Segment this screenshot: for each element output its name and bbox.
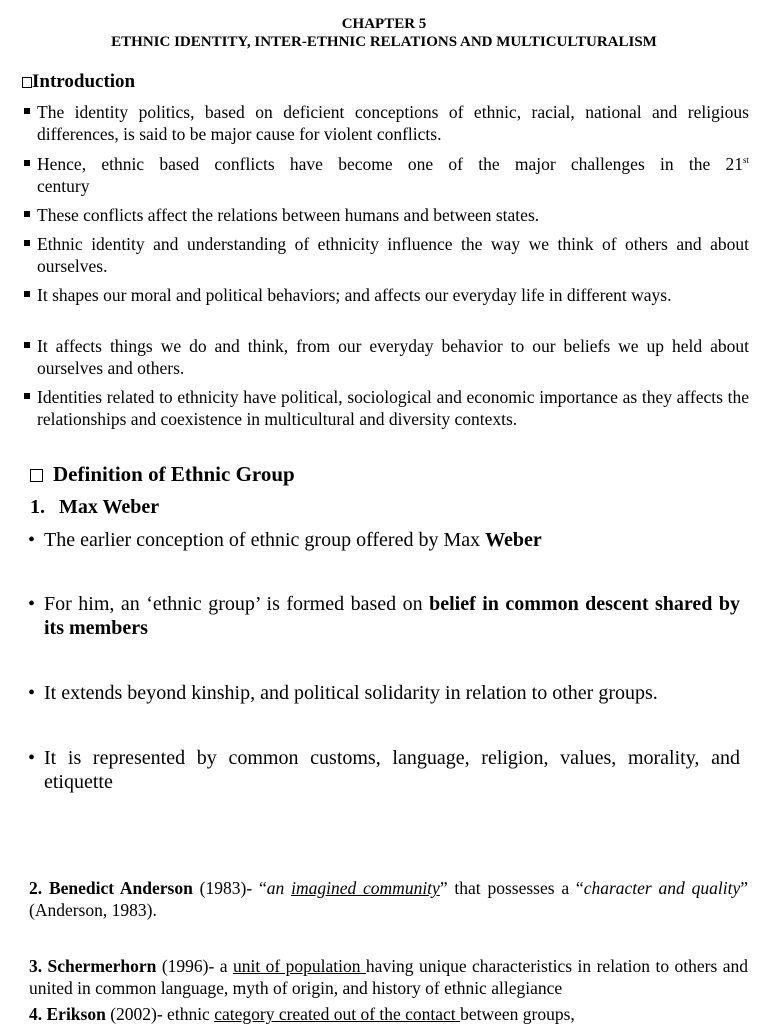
introduction-heading: Introduction [22,71,135,93]
max-weber-heading: 1. Max Weber [30,496,160,518]
square-outline-icon [22,77,32,88]
intro-bullet-6: It affects things we do and think, from our everyday behavior to our beliefs we up held about ourselves and others. [22,335,749,379]
square-bullet-icon [24,108,30,114]
intro-bullet-2: Hence, ethnic based conflicts have become one of the major challenges in the 21st century [22,153,749,197]
weber-bullet-3: • It extends beyond kinship, and political solidarity in relation to other groups. [28,682,658,704]
square-bullet-icon [24,342,30,348]
intro-bullet-1: The identity politics, based on deficient conceptions of ethnic, racial, national and religious differences, is said to be major cause for violent conflicts. [22,101,749,145]
weber-bullet-2: • For him, an ‘ethnic group’ is formed based on belief in common descent shared by its members [28,593,740,639]
definition-heading: Definition of Ethnic Group [30,462,295,487]
weber-bullet-4: • It is represented by common customs, language, religion, values, morality, and etiquette [28,747,740,793]
square-bullet-icon [24,211,30,217]
square-outline-icon [30,469,43,482]
intro-bullet-3: These conflicts affect the relations between humans and between states. [22,204,749,226]
intro-bullet-5: It shapes our moral and political behaviors; and affects our everyday life in different ways. [22,284,749,306]
chapter-title: ETHNIC IDENTITY, INTER-ETHNIC RELATIONS AND MULTICULTURALISM [111,34,657,50]
square-bullet-icon [24,160,30,166]
square-bullet-icon [24,291,30,297]
round-bullet-icon: • [28,529,36,551]
intro-bullet-4: Ethnic identity and understanding of ethnicity influence the way we think of others and about ourselves. [22,233,749,277]
weber-bullet-1: • The earlier conception of ethnic group offered by Max Weber [28,529,542,551]
round-bullet-icon: • [28,747,36,769]
intro-bullet-7: Identities related to ethnicity have political, sociological and economic importance as they affects the relationships and coexistence in multicultural and diversity contexts. [22,386,749,430]
round-bullet-icon: • [28,682,36,704]
round-bullet-icon: • [28,593,36,615]
square-bullet-icon [24,393,30,399]
schermerhorn-definition: 3. Schermerhorn (1996)- a unit of population having unique characteristics in relation to others and united in common language, myth of origin, and history of ethnic allegiance [29,956,748,998]
square-bullet-icon [24,240,30,246]
chapter-number: CHAPTER 5 [341,16,427,32]
anderson-definition: 2. Benedict Anderson (1983)- “an imagined community” that possesses a “character and quality” (Anderson, 1983). [29,878,749,920]
erikson-definition: 4. Erikson (2002)- ethnic category created out of the contact between groups, [29,1004,575,1024]
